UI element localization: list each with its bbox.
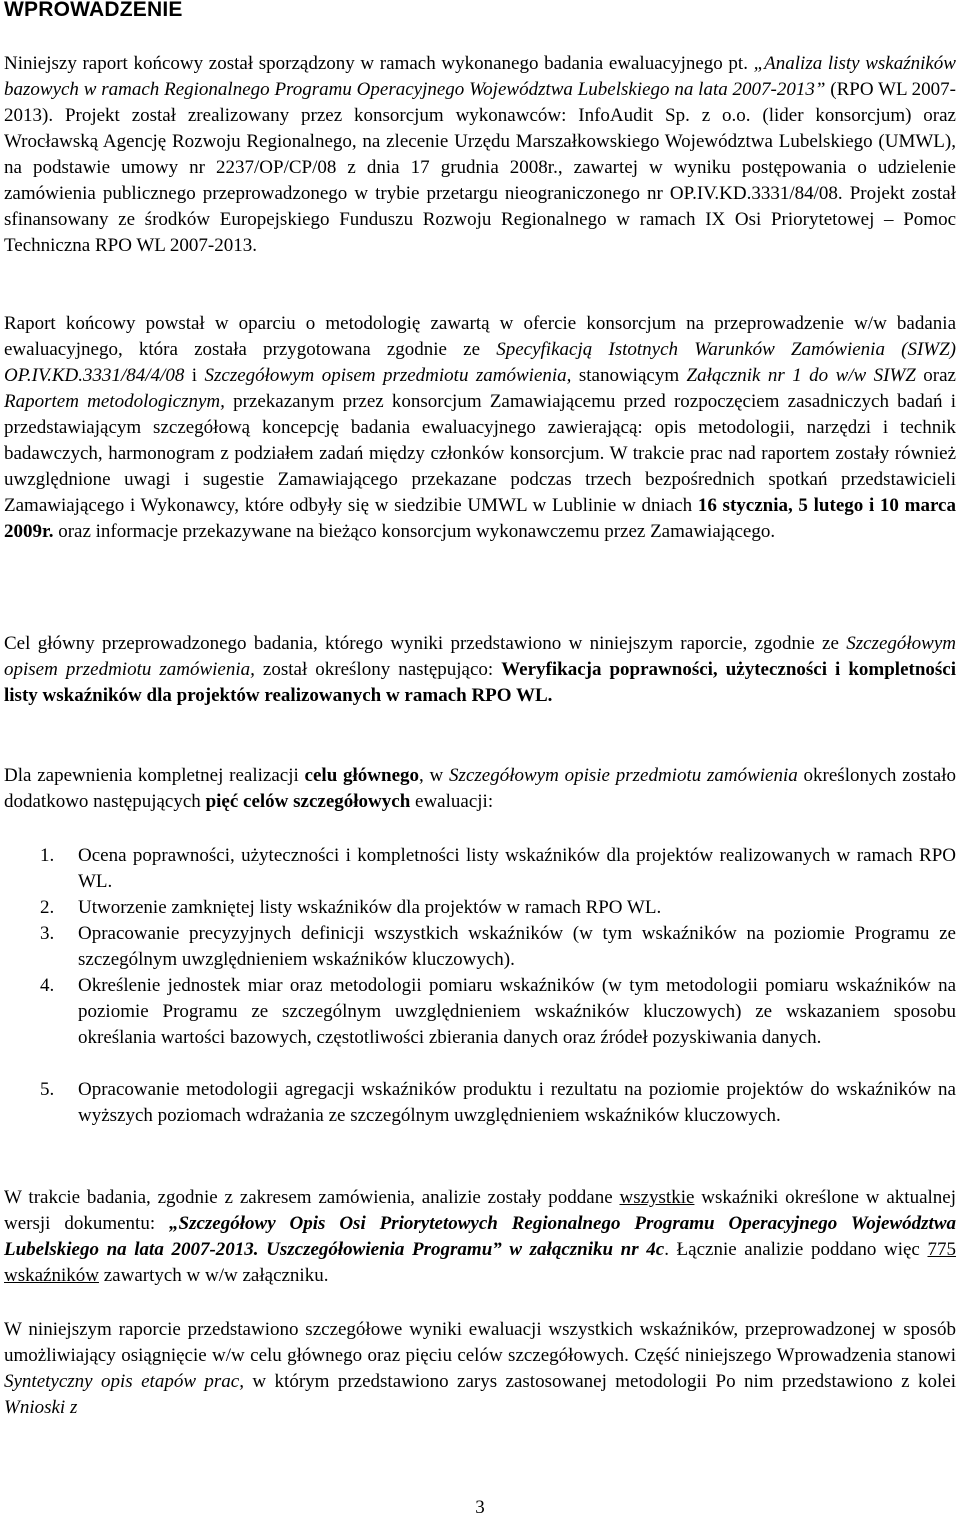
list-item-number: 5. <box>40 1079 55 1100</box>
report-structure-paragraph: W niniejszym raporcie przedstawiono szczegółowe wyniki ewaluacji wszystkich wskaźników, przeprowadzonej w sposób umożliwiający osiągnięcie w/w celu głównego oraz pięciu celów szczegółowych. Część niniejszego Wprowadzenia stanowi Syntetyczny opis etapów prac, w którym przedstawiono zarys zastosowanej metodologii Po nim przedstawiono z kolei Wnioski z <box>4 1319 956 1418</box>
list-item: Opracowanie metodologii agregacji wskaźników produktu i rezultatu na poziomie projektów do wskaźników na wyższych poziomach wdrażania ze szczególnym uwzględnieniem wskaźników kluczowych. <box>78 1079 956 1126</box>
list-item: Określenie jednostek miar oraz metodologii pomiaru wskaźników (w tym metodologii pomiaru wskaźników na poziomie Programu ze szczególnym uwzględnieniem wskaźników kluczowych) ze wskazaniem sposobu określania wartości bazowych, częstotliwości zbierania danych oraz źródeł pozyskiwania danych. <box>78 975 956 1048</box>
list-item: Utworzenie zamkniętej listy wskaźników dla projektów w ramach RPO WL. <box>78 897 662 918</box>
page-number: 3 <box>475 1497 485 1518</box>
main-goal-paragraph: Cel główny przeprowadzonego badania, którego wyniki przedstawiono w niniejszym raporcie, zgodnie ze Szczegółowym opisem przedmiotu zamówienia, został określony następująco: Weryfikacja poprawności, użyteczności i kompletności listy wskaźników dla projektów realizowanych w ramach RPO WL. <box>4 633 956 706</box>
list-item-number: 1. <box>40 845 55 866</box>
intro-paragraph: Niniejszy raport końcowy został sporządzony w ramach wykonanego badania ewaluacyjnego pt. „Analiza listy wskaźników bazowych w ramach Regionalnego Programu Operacyjnego Województwa Lubelskiego na lata 2007-2013” (RPO WL 2007-2013). Projekt został zrealizowany przez konsorcjum wykonawców: InfoAudit Sp. z o.o. (lider konsorcjum) oraz Wrocławską Agencję Rozwoju Regionalnego, na zlecenie Urzędu Marszałkowskiego Województwa Lubelskiego (UMWL), na podstawie umowy nr 2237/OP/CP/08 z dnia 17 grudnia 2008r., zawartej w wyniku postępowania o udzielenie zamówienia publicznego przeprowadzonego w trybie przetargu nieograniczonego nr OP.IV.KD.3331/84/08. Projekt został sfinansowany ze środków Europejskiego Funduszu Rozwoju Regionalnego w ramach IX Osi Priorytetowej – Pomoc Techniczna RPO WL 2007-2013. <box>4 53 957 256</box>
list-item-number: 4. <box>40 975 55 996</box>
section-heading: WPROWADZENIE <box>4 0 183 21</box>
list-item-number: 2. <box>40 897 55 918</box>
list-item-number: 3. <box>40 923 55 944</box>
scope-paragraph: W trakcie badania, zgodnie z zakresem zamówienia, analizie zostały poddane wszystkie wskaźniki określone w aktualnej wersji dokumentu: „Szczegółowy Opis Osi Priorytetowych Regionalnego Programu Operacyjnego Województwa Lubelskiego na lata 2007-2013. Uszczegółowienia Programu” w załączniku nr 4c. Łącznie analizie poddano więc 775 wskaźników zawartych w w/w załączniku. <box>4 1187 956 1286</box>
specific-goals-intro: Dla zapewnienia kompletnej realizacji celu głównego, w Szczegółowym opisie przedmiotu zamówienia określonych zostało dodatkowo następujących pięć celów szczegółowych ewaluacji: <box>4 765 956 812</box>
methodology-paragraph: Raport końcowy powstał w oparciu o metodologię zawartą w ofercie konsorcjum na przeprowadzenie w/w badania ewaluacyjnego, która została przygotowana zgodnie ze Specyfikacją Istotnych Warunków Zamówienia (SIWZ) OP.IV.KD.3331/84/4/08 i Szczegółowym opisem przedmiotu zamówienia, stanowiącym Załącznik nr 1 do w/w SIWZ oraz Raportem metodologicznym, przekazanym przez konsorcjum Zamawiającemu przed rozpoczęciem zasadniczych badań i przedstawiającym szczegółową koncepcję badania ewaluacyjnego zawierającą: opis metodologii, narzędzi i technik badawczych, harmonogram z podziałem zadań między członków konsorcjum. W trakcie prac nad raportem zostały również uwzględnione uwagi i sugestie Zamawiającego przekazane podczas trzech bezpośrednich spotkań przedstawicieli Zamawiającego i Wykonawcy, które odbyły się w siedzibie UMWL w Lublinie w dniach 16 stycznia, 5 lutego i 10 marca 2009r. oraz informacje przekazywane na bieżąco konsorcjum wykonawczemu przez Zamawiającego. <box>4 313 957 542</box>
list-item: Ocena poprawności, użyteczności i kompletności listy wskaźników dla projektów realizowanych w ramach RPO WL. <box>78 845 956 892</box>
list-item: Opracowanie precyzyjnych definicji wszystkich wskaźników (w tym wskaźników na poziomie Programu ze szczególnym uwzględnieniem wskaźników kluczowych). <box>78 923 956 970</box>
